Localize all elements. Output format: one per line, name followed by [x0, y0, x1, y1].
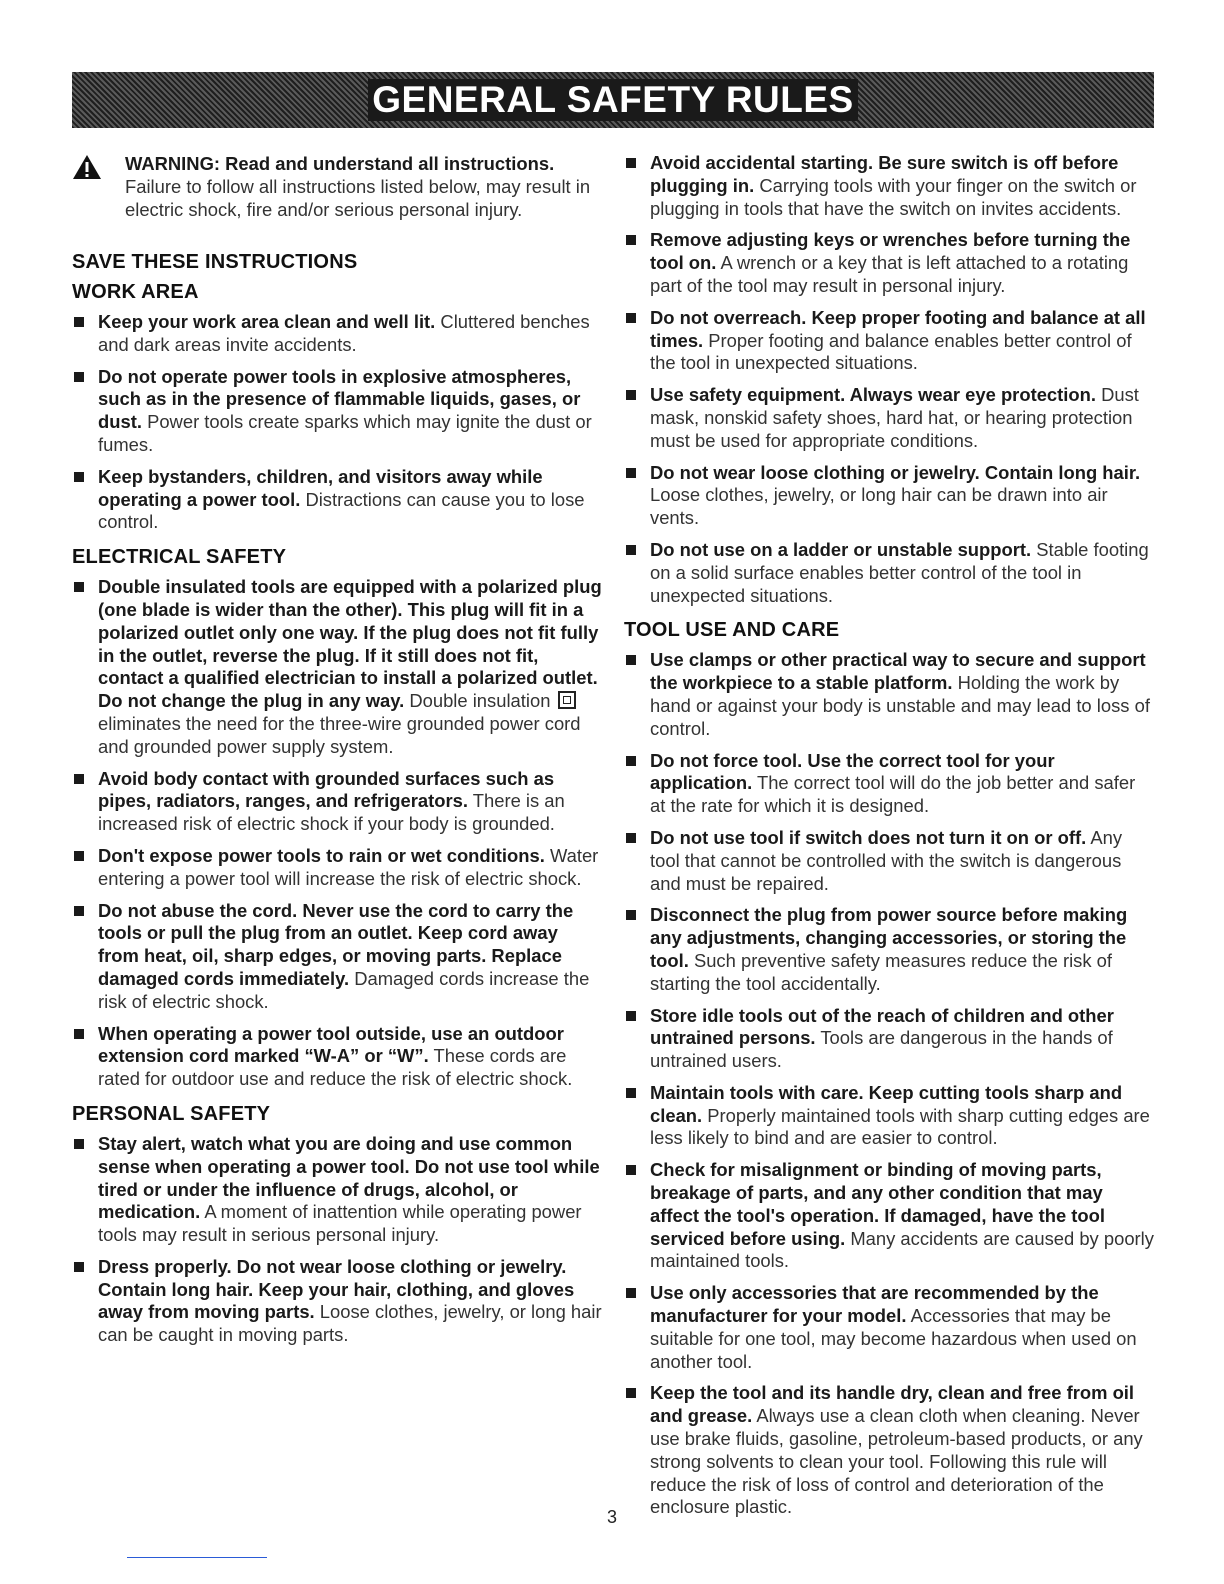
- item-lead: Do not use on a ladder or unstable support.: [650, 538, 1032, 560]
- item-text: Holding the work by hand or against your body is unstable and may lead to loss of control.: [650, 672, 1150, 739]
- item-lead: Maintain tools with care. Keep cutting tools sharp and clean.: [650, 1081, 1123, 1126]
- bullet-icon: [626, 235, 636, 245]
- item-lead: Stay alert, watch what you are doing and use common sense when operating a power tool. Do not use tool while tired or under the influence of drugs, alcohol, or medication.: [98, 1132, 600, 1223]
- list-item: [624, 827, 1154, 895]
- bullet-icon: [626, 1088, 636, 1098]
- item-lead: Use only accessories that are recommended by the manufacturer for your model.: [650, 1282, 1099, 1327]
- item-lead: Do not force tool. Use the correct tool for your application.: [650, 749, 1055, 794]
- list-item: [624, 1159, 1154, 1273]
- item-lead: Keep your work area clean and well lit.: [98, 311, 436, 332]
- list-item: [624, 539, 1154, 607]
- work-area-list: [72, 311, 602, 534]
- bullet-icon: [626, 1288, 636, 1298]
- bullet-icon: [74, 472, 84, 482]
- item-text: There is an increased risk of electric shock if your body is grounded.: [98, 790, 565, 835]
- item-text: Cluttered benches and dark areas invite accidents.: [98, 311, 590, 355]
- list-item: [624, 307, 1154, 375]
- item-text: Many accidents are caused by poorly maintained tools.: [650, 1227, 1154, 1272]
- item-lead: Keep bystanders, children, and visitors away while operating a power tool.: [98, 465, 543, 510]
- item-text: A moment of inattention while operating power tools may result in serious personal injury.: [98, 1201, 582, 1246]
- item-text: Carrying tools with your finger on the switch or plugging in tools that have the switch on invites accidents.: [650, 174, 1137, 219]
- list-item: [624, 1282, 1154, 1373]
- list-item: [72, 768, 602, 836]
- bullet-icon: [74, 582, 84, 592]
- item-text: Power tools create sparks which may ignite the dust or fumes.: [98, 411, 592, 455]
- bullet-icon: [626, 1011, 636, 1021]
- warning-triangle-icon: [72, 154, 102, 180]
- item-text: Always use a clean cloth when cleaning. Never use brake fluids, gasoline, petroleum-based products, or any strong solvents to clean your tool. Following this rule will reduce the risk of loss of control and deterioration of the enclosure plastic.: [650, 1405, 1143, 1518]
- page-banner: [72, 72, 1154, 128]
- warning-block: [72, 152, 602, 221]
- item-lead: Keep the tool and its handle dry, clean and free from oil and grease.: [650, 1382, 1135, 1427]
- item-lead: Do not wear loose clothing or jewelry. Contain long hair.: [650, 461, 1141, 483]
- left-column: [72, 152, 602, 1359]
- item-lead: Avoid body contact with grounded surfaces such as pipes, radiators, ranges, and refrigerators.: [98, 767, 555, 812]
- item-lead: Double insulated tools are equipped with a polarized plug (one blade is wider than the other). This plug will fit in a polarized outlet only one way. If the plug does not fit fully in the outlet, reverse the plug. If it still does not fit, contact a qualified electrician to install a polarized outlet. Do not change the plug in any way.: [98, 576, 602, 712]
- list-item: [624, 1382, 1154, 1519]
- bullet-icon: [74, 372, 84, 382]
- electrical-safety-heading: ELECTRICAL SAFETY: [72, 546, 287, 569]
- footer-rule: [127, 1557, 267, 1558]
- bullet-icon: [74, 1029, 84, 1039]
- item-text: Properly maintained tools with sharp cutting edges are less likely to bind and are easier to control.: [650, 1104, 1150, 1149]
- bullet-icon: [626, 1388, 636, 1398]
- warning-label: WARNING:: [125, 153, 221, 174]
- list-item: [624, 152, 1154, 220]
- bullet-icon: [626, 390, 636, 400]
- item-lead: Remove adjusting keys or wrenches before turning the tool on.: [650, 229, 1131, 274]
- item-text: Damaged cords increase the risk of electric shock.: [98, 967, 590, 1012]
- list-item: [624, 1082, 1154, 1150]
- item-text: Stable footing on a solid surface enables better control of the tool in unexpected situations.: [650, 538, 1149, 606]
- item-text: Distractions can cause you to lose control.: [98, 488, 585, 533]
- item-text: Proper footing and balance enables better control of the tool in unexpected situations.: [650, 329, 1132, 374]
- item-lead: Don't expose power tools to rain or wet conditions.: [98, 844, 545, 866]
- item-text: Dust mask, nonskid safety shoes, hard hat, or hearing protection must be used for appropriate conditions.: [650, 384, 1139, 451]
- warning-text: [125, 152, 602, 221]
- personal-safety-list: [72, 1133, 602, 1347]
- bullet-icon: [626, 655, 636, 665]
- bullet-icon: [626, 468, 636, 478]
- item-lead: Store idle tools out of the reach of children and other untrained persons.: [650, 1004, 1114, 1049]
- bullet-icon: [626, 910, 636, 920]
- personal-safety-heading: PERSONAL SAFETY: [72, 1102, 271, 1125]
- right-column: [624, 152, 1154, 1531]
- list-item: [72, 900, 602, 1014]
- save-instructions-heading: SAVE THESE INSTRUCTIONS: [72, 251, 358, 273]
- double-insulation-icon: [558, 691, 576, 709]
- item-lead: Do not operate power tools in explosive atmospheres, such as in the presence of flammable liquids, gases, or dust.: [98, 365, 581, 433]
- item-lead: Dress properly. Do not wear loose clothing or jewelry. Contain long hair. Keep your hair, clothing, and gloves away from moving parts.: [98, 1255, 575, 1323]
- item-text: Any tool that cannot be controlled with the switch is dangerous and must be repaired.: [650, 826, 1123, 894]
- bullet-icon: [626, 313, 636, 323]
- list-item: [72, 1256, 602, 1347]
- item-text: Loose clothes, jewelry, or long hair can be caught in moving parts.: [98, 1301, 602, 1346]
- item-text: Tools are dangerous in the hands of untrained users.: [650, 1027, 1113, 1072]
- list-item: [624, 229, 1154, 297]
- bullet-icon: [74, 1139, 84, 1149]
- item-text: Such preventive safety measures reduce the risk of starting the tool accidentally.: [650, 949, 1113, 994]
- item-lead: Disconnect the plug from power source before making any adjustments, changing accessories, or storing the tool.: [650, 904, 1128, 971]
- item-lead: Avoid accidental starting. Be sure switch is off before plugging in.: [650, 152, 1119, 196]
- bullet-icon: [626, 833, 636, 843]
- item-lead: Check for misalignment or binding of moving parts, breakage of parts, and any other condition that may affect the tool's operation. If damaged, have the tool serviced before using.: [650, 1159, 1105, 1249]
- work-area-heading: WORK AREA: [72, 281, 199, 303]
- list-item: [624, 649, 1154, 740]
- list-item: [624, 904, 1154, 995]
- page-title: GENERAL SAFETY RULES: [368, 79, 857, 121]
- electrical-safety-list: [72, 576, 602, 1091]
- list-item: [72, 311, 602, 357]
- list-item: [624, 462, 1154, 530]
- item-text: The correct tool will do the job better and safer at the rate for which it is designed.: [650, 772, 1136, 817]
- item-lead: Use clamps or other practical way to secure and support the workpiece to a stable platform.: [650, 649, 1146, 694]
- bullet-icon: [74, 774, 84, 784]
- item-lead: When operating a power tool outside, use an outdoor extension cord marked “W-A” or “W”.: [98, 1022, 564, 1067]
- tool-use-heading: TOOL USE AND CARE: [624, 619, 840, 642]
- list-item: [624, 750, 1154, 818]
- bullet-icon: [74, 851, 84, 861]
- bullet-icon: [626, 1165, 636, 1175]
- item-text: Water entering a power tool will increase the risk of electric shock.: [98, 844, 599, 889]
- list-item: [72, 1133, 602, 1247]
- list-item: [624, 384, 1154, 452]
- list-item: [624, 1005, 1154, 1073]
- bullet-icon: [626, 545, 636, 555]
- list-item: [72, 366, 602, 457]
- list-item: [72, 466, 602, 534]
- item-lead: Do not overreach. Keep proper footing and balance at all times.: [650, 306, 1146, 351]
- item-text: These cords are rated for outdoor use and reduce the risk of electric shock.: [98, 1045, 573, 1090]
- page-number: 3: [606, 1507, 617, 1527]
- list-item: [72, 845, 602, 891]
- item-text: A wrench or a key that is left attached to a rotating part of the tool may result in personal injury.: [650, 252, 1129, 296]
- bullet-icon: [626, 756, 636, 766]
- personal-safety-list-continued: [624, 152, 1154, 607]
- warning-lead: Read and understand all instructions.: [225, 153, 555, 174]
- item-text: Accessories that may be suitable for one tool, may become hazardous when used on another tool.: [650, 1305, 1137, 1372]
- item-lead: Do not abuse the cord. Never use the cord to carry the tools or pull the plug from an outlet. Keep cord away from heat, oil, sharp edges, or moving parts. Replace damaged cords immediately.: [98, 899, 574, 989]
- bullet-icon: [74, 317, 84, 327]
- bullet-icon: [74, 1262, 84, 1272]
- item-text: Double insulation: [409, 690, 551, 712]
- item-lead: Do not use tool if switch does not turn it on or off.: [650, 826, 1087, 848]
- warning-body: Failure to follow all instructions listed below, may result in electric shock, fire and/or serious personal injury.: [125, 176, 591, 220]
- item-lead: Use safety equipment. Always wear eye protection.: [650, 384, 1096, 406]
- list-item: [72, 576, 602, 758]
- tool-use-list: [624, 649, 1154, 1519]
- bullet-icon: [626, 158, 636, 168]
- item-text: eliminates the need for the three-wire grounded power cord and grounded power supply system.: [98, 712, 581, 757]
- bullet-icon: [74, 906, 84, 916]
- list-item: [72, 1023, 602, 1091]
- item-text: Loose clothes, jewelry, or long hair can be drawn into air vents.: [650, 484, 1108, 529]
